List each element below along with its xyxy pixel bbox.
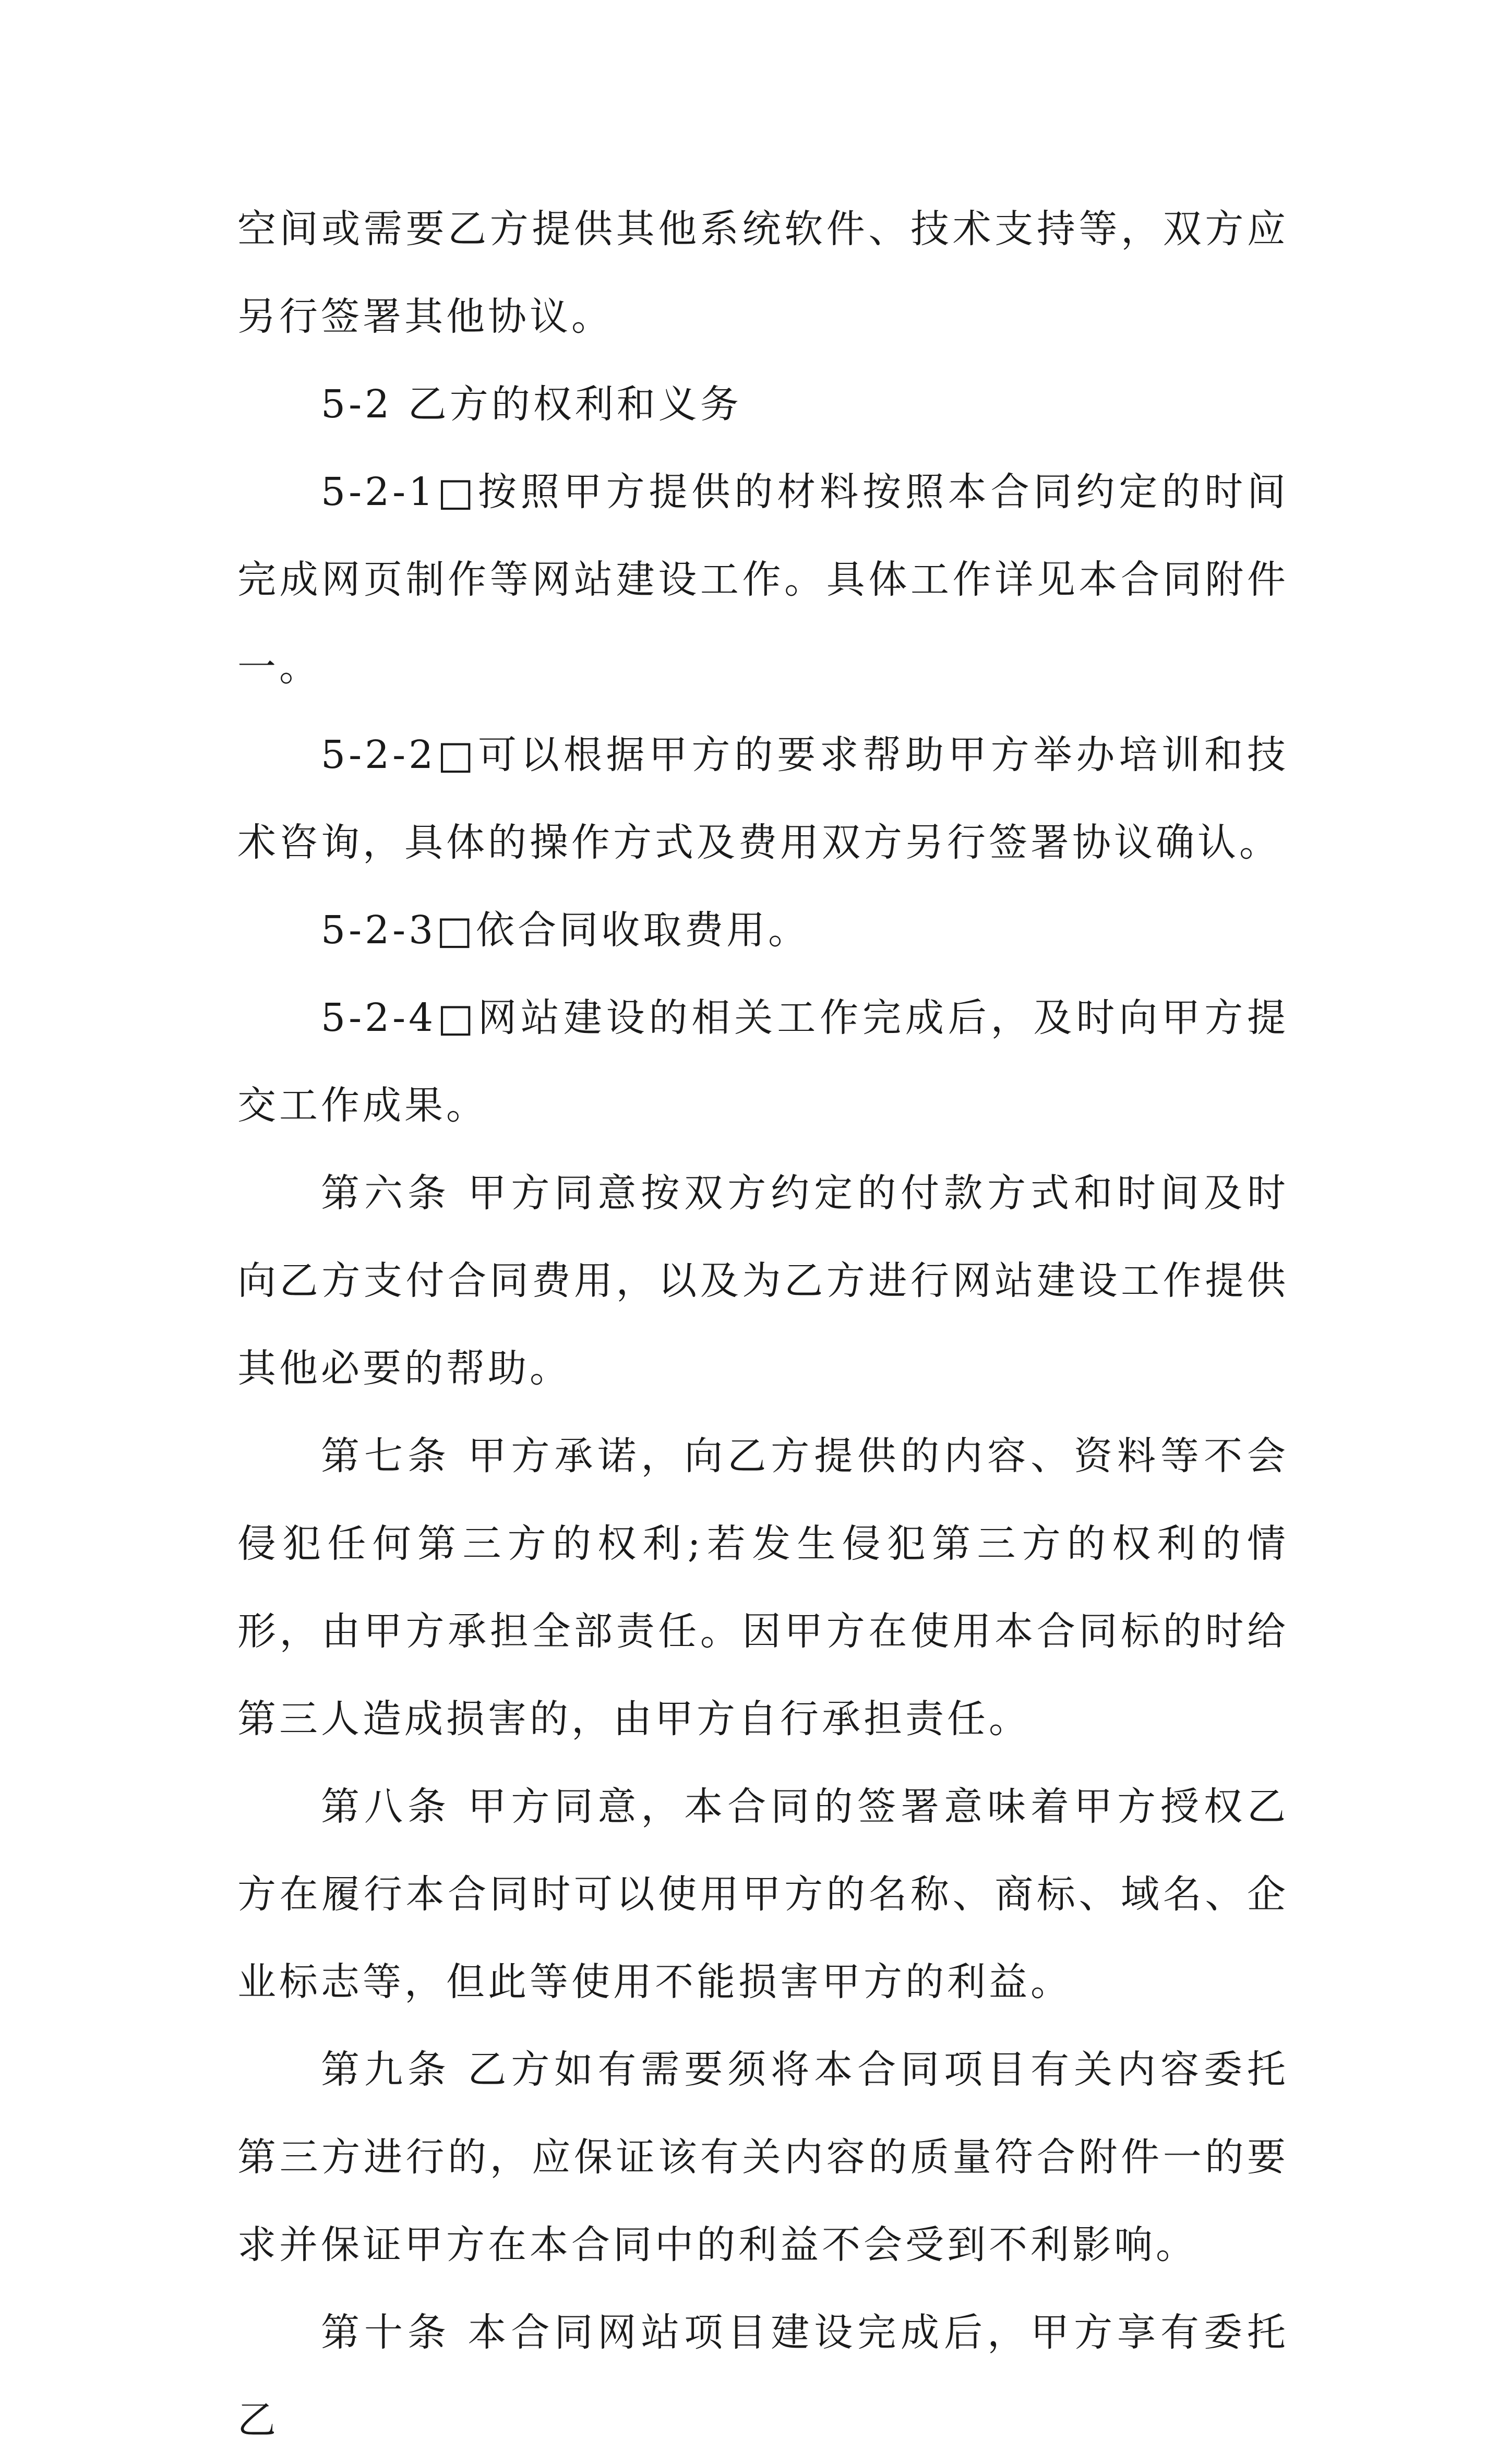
paragraph-article-10: 第十条 本合同网站项目建设完成后，甲方享有委托乙 xyxy=(237,2310,1289,2443)
paragraph-5-2-heading: 5-2 乙方的权利和义务 xyxy=(321,382,742,427)
paragraph-5-2-3: 5-2-3□依合同收取费用。 xyxy=(321,908,810,953)
paragraph-5-2-4: 5-2-4□网站建设的相关工作完成后，及时向甲方提交工作成果。 xyxy=(237,995,1289,1128)
document-page xyxy=(237,185,1289,2464)
paragraph-continuation: 空间或需要乙方提供其他系统软件、技术支持等，双方应另行签署其他协议。 xyxy=(237,207,1289,339)
paragraph-article-7: 第七条 甲方承诺，向乙方提供的内容、资料等不会侵犯任何第三方的权利;若发生侵犯第三方的权利的情形，由甲方承担全部责任。因甲方在使用本合同标的时给第三人造成损害的，由甲方自行承担责任。 xyxy=(237,1434,1289,1741)
paragraph-5-2-2: 5-2-2□可以根据甲方的要求帮助甲方举办培训和技术咨询，具体的操作方式及费用双方另行签署协议确认。 xyxy=(237,732,1289,865)
paragraph-article-9: 第九条 乙方如有需要须将本合同项目有关内容委托第三方进行的，应保证该有关内容的质量符合附件一的要求并保证甲方在本合同中的利益不会受到不利影响。 xyxy=(237,2047,1289,2267)
paragraph-article-6: 第六条 甲方同意按双方约定的付款方式和时间及时向乙方支付合同费用，以及为乙方进行网站建设工作提供其他必要的帮助。 xyxy=(237,1171,1289,1391)
paragraph-article-8: 第八条 甲方同意，本合同的签署意味着甲方授权乙方在履行本合同时可以使用甲方的名称、商标、域名、企业标志等，但此等使用不能损害甲方的利益。 xyxy=(237,1784,1289,2004)
paragraph-5-2-1: 5-2-1□按照甲方提供的材料按照本合同约定的时间完成网页制作等网站建设工作。具体工作详见本合同附件一。 xyxy=(237,470,1289,690)
